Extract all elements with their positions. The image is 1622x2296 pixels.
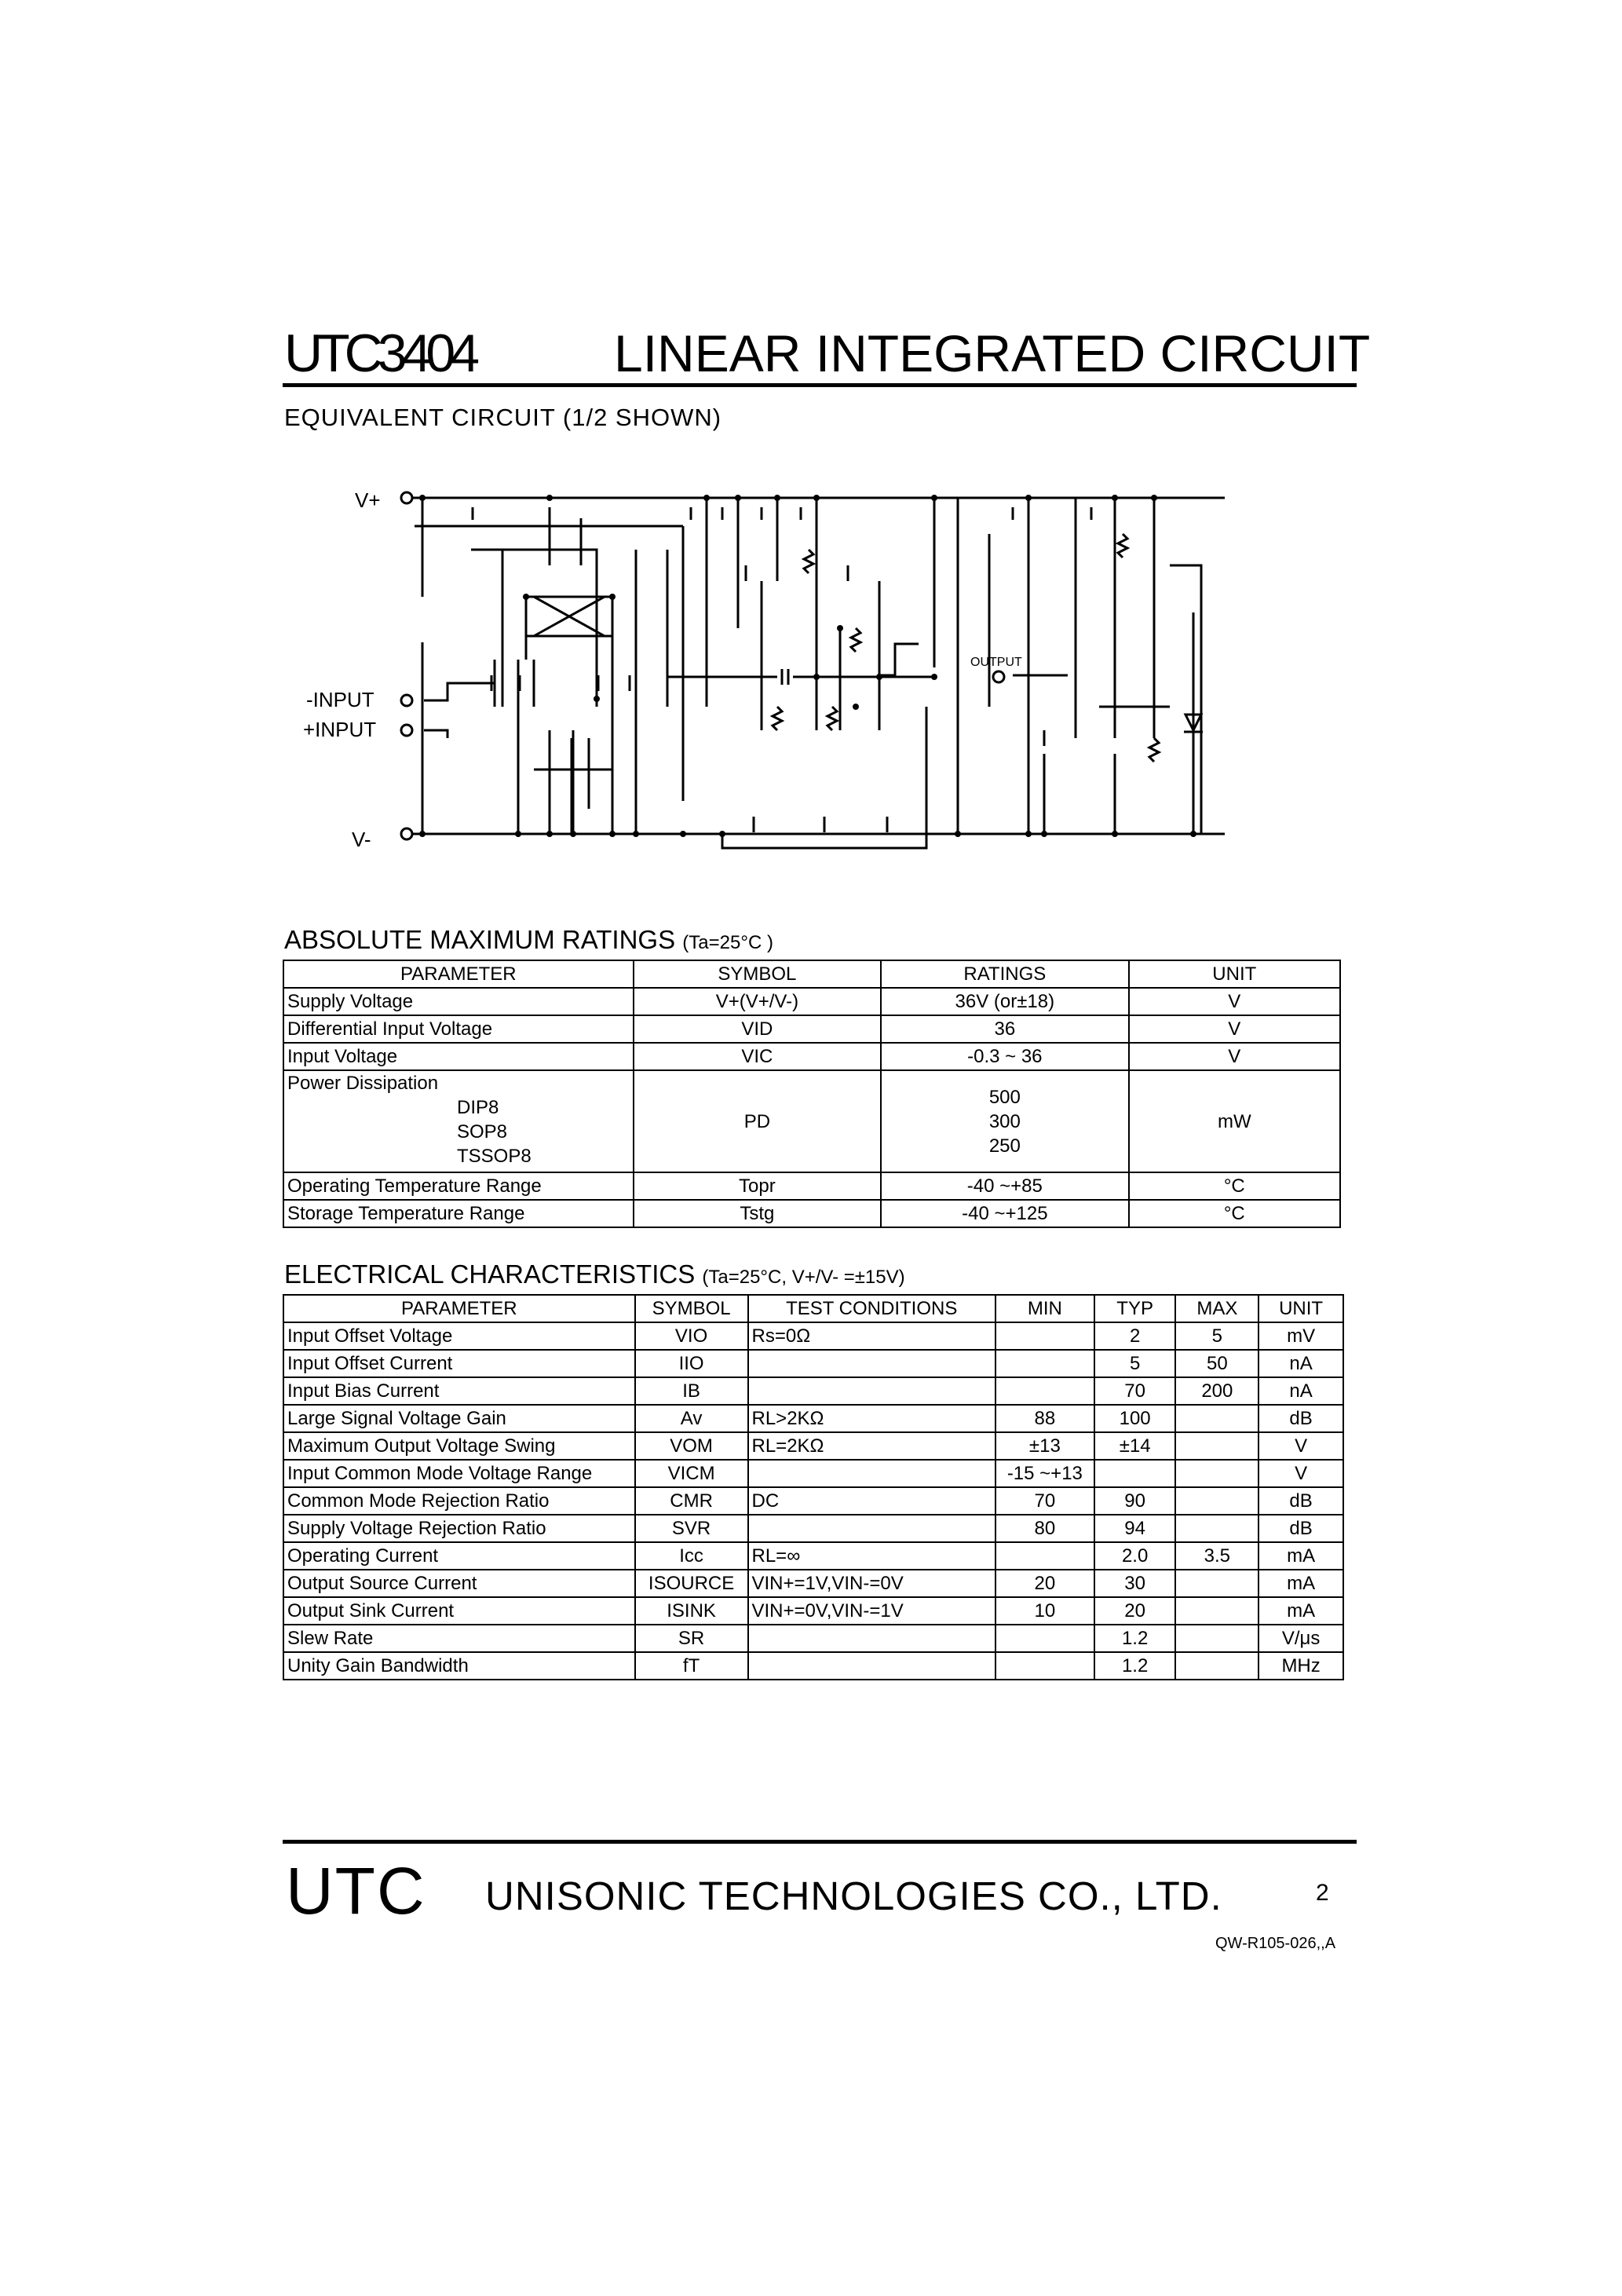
param-cell: Maximum Output Voltage Swing — [283, 1432, 635, 1460]
unit-cell: nA — [1259, 1377, 1343, 1405]
unit-cell: V — [1259, 1432, 1343, 1460]
table-row — [283, 988, 1340, 1015]
max-cell: 5 — [1175, 1322, 1259, 1350]
symbol-cell: fT — [635, 1652, 748, 1680]
symbol-cell: VICM — [635, 1460, 748, 1487]
typ-cell: 94 — [1094, 1515, 1176, 1542]
condition-cell — [748, 1460, 995, 1487]
unit-cell: V — [1129, 1043, 1340, 1070]
param-cell: Common Mode Rejection Ratio — [283, 1487, 635, 1515]
max-cell — [1175, 1432, 1259, 1460]
header-cell: RATINGS — [881, 960, 1128, 988]
param-cell: Input Offset Voltage — [283, 1322, 635, 1350]
max-cell: 3.5 — [1175, 1542, 1259, 1570]
table-header-row — [283, 960, 1340, 988]
condition-cell — [748, 1652, 995, 1680]
max-cell — [1175, 1515, 1259, 1542]
symbol-cell: IIO — [635, 1350, 748, 1377]
table-row — [283, 1515, 1343, 1542]
min-cell: 80 — [995, 1515, 1094, 1542]
max-cell — [1175, 1625, 1259, 1652]
footer-rule — [283, 1840, 1357, 1844]
symbol-cell: PD — [634, 1070, 881, 1172]
unit-cell: °C — [1129, 1200, 1340, 1227]
abs-max-title: ABSOLUTE MAXIMUM RATINGS — [284, 925, 676, 954]
table-row — [283, 1542, 1343, 1570]
param-cell: Supply Voltage Rejection Ratio — [283, 1515, 635, 1542]
unit-cell: nA — [1259, 1350, 1343, 1377]
max-cell — [1175, 1487, 1259, 1515]
unit-cell: mA — [1259, 1570, 1343, 1597]
symbol-cell: VIC — [634, 1043, 881, 1070]
typ-cell: 5 — [1094, 1350, 1176, 1377]
rating-cell: -0.3 ~ 36 — [881, 1043, 1128, 1070]
table-row — [283, 1322, 1343, 1350]
typ-cell: 2.0 — [1094, 1542, 1176, 1570]
symbol-cell: CMR — [635, 1487, 748, 1515]
min-cell: -15 ~+13 — [995, 1460, 1094, 1487]
typ-cell: 30 — [1094, 1570, 1176, 1597]
symbol-cell: Topr — [634, 1172, 881, 1200]
table-row — [283, 1652, 1343, 1680]
package-tssop8: TSSOP8 — [457, 1146, 532, 1167]
min-cell: 10 — [995, 1597, 1094, 1625]
table-row — [283, 1597, 1343, 1625]
param-cell: Output Source Current — [283, 1570, 635, 1597]
symbol-cell: ISOURCE — [635, 1570, 748, 1597]
unit-cell: °C — [1129, 1172, 1340, 1200]
power-dissipation-label: Power Dissipation — [287, 1073, 439, 1094]
document-title: LINEAR INTEGRATED CIRCUIT — [614, 324, 1371, 382]
param-cell — [283, 1070, 634, 1172]
min-cell — [995, 1350, 1094, 1377]
symbol-cell: SVR — [635, 1515, 748, 1542]
table-row — [283, 1570, 1343, 1597]
unit-cell: mW — [1129, 1070, 1340, 1172]
table-row — [283, 1172, 1340, 1200]
param-cell: Operating Current — [283, 1542, 635, 1570]
vminus-label: V- — [352, 828, 371, 851]
footer-company: UNISONIC TECHNOLOGIES CO., LTD. — [485, 1874, 1222, 1918]
header-cell: PARAMETER — [283, 1295, 635, 1322]
min-cell: ±13 — [995, 1432, 1094, 1460]
header-cell: UNIT — [1259, 1295, 1343, 1322]
unit-cell: V — [1259, 1460, 1343, 1487]
table-row — [283, 1460, 1343, 1487]
electrical-heading — [284, 1260, 905, 1289]
unit-cell: MHz — [1259, 1652, 1343, 1680]
rating-cell: -40 ~+125 — [881, 1200, 1128, 1227]
unit-cell: dB — [1259, 1405, 1343, 1432]
rating-cell: 36V (or±18) — [881, 988, 1128, 1015]
equivalent-circuit-diagram — [303, 471, 1264, 864]
unit-cell: V/μs — [1259, 1625, 1343, 1652]
param-cell: Input Offset Current — [283, 1350, 635, 1377]
max-cell — [1175, 1405, 1259, 1432]
condition-cell: Rs=0Ω — [748, 1322, 995, 1350]
param-cell: Slew Rate — [283, 1625, 635, 1652]
condition-cell: DC — [748, 1487, 995, 1515]
param-cell: Input Bias Current — [283, 1377, 635, 1405]
symbol-cell: V+(V+/V-) — [634, 988, 881, 1015]
unit-cell: mA — [1259, 1597, 1343, 1625]
electrical-title: ELECTRICAL CHARACTERISTICS — [284, 1260, 696, 1289]
typ-cell: 100 — [1094, 1405, 1176, 1432]
symbol-cell: SR — [635, 1625, 748, 1652]
typ-cell: 90 — [1094, 1487, 1176, 1515]
unit-cell: mV — [1259, 1322, 1343, 1350]
minus-input-label: -INPUT — [306, 688, 374, 711]
param-cell: Differential Input Voltage — [283, 1015, 634, 1043]
abs-max-table — [283, 960, 1341, 1228]
table-row — [283, 1350, 1343, 1377]
condition-cell: VIN+=1V,VIN-=0V — [748, 1570, 995, 1597]
package-dip8: DIP8 — [457, 1097, 499, 1118]
unit-cell: dB — [1259, 1487, 1343, 1515]
footer-logo: UTC — [286, 1854, 426, 1928]
max-cell — [1175, 1597, 1259, 1625]
min-cell — [995, 1377, 1094, 1405]
rating-value: 300 — [988, 1110, 1021, 1132]
max-cell — [1175, 1460, 1259, 1487]
min-cell: 88 — [995, 1405, 1094, 1432]
min-cell — [995, 1542, 1094, 1570]
min-cell — [995, 1322, 1094, 1350]
page-number: 2 — [1316, 1880, 1329, 1906]
electrical-table — [283, 1294, 1344, 1680]
header-rule — [283, 383, 1357, 387]
max-cell — [1175, 1652, 1259, 1680]
rating-cell — [881, 1070, 1128, 1172]
condition-cell — [748, 1625, 995, 1652]
header-cell: MIN — [995, 1295, 1094, 1322]
unit-cell: V — [1129, 1015, 1340, 1043]
unit-cell: mA — [1259, 1542, 1343, 1570]
abs-max-heading — [284, 925, 773, 955]
typ-cell: 1.2 — [1094, 1625, 1176, 1652]
typ-cell: 1.2 — [1094, 1652, 1176, 1680]
condition-cell: RL=2KΩ — [748, 1432, 995, 1460]
typ-cell: 20 — [1094, 1597, 1176, 1625]
max-cell — [1175, 1570, 1259, 1597]
param-cell: Supply Voltage — [283, 988, 634, 1015]
output-label: OUTPUT — [970, 656, 1022, 669]
rating-cell: -40 ~+85 — [881, 1172, 1128, 1200]
condition-cell: VIN+=0V,VIN-=1V — [748, 1597, 995, 1625]
min-cell — [995, 1625, 1094, 1652]
condition-cell: RL>2KΩ — [748, 1405, 995, 1432]
table-row — [283, 1015, 1340, 1043]
table-row — [283, 1405, 1343, 1432]
vplus-label: V+ — [355, 488, 381, 512]
min-cell — [995, 1652, 1094, 1680]
condition-cell — [748, 1515, 995, 1542]
max-cell: 200 — [1175, 1377, 1259, 1405]
max-cell: 50 — [1175, 1350, 1259, 1377]
header-cell: TYP — [1094, 1295, 1176, 1322]
table-row — [283, 1487, 1343, 1515]
symbol-cell: VID — [634, 1015, 881, 1043]
condition-cell — [748, 1350, 995, 1377]
min-cell: 70 — [995, 1487, 1094, 1515]
header-cell: SYMBOL — [635, 1295, 748, 1322]
param-cell: Output Sink Current — [283, 1597, 635, 1625]
package-sop8: SOP8 — [457, 1121, 508, 1143]
electrical-condition: (Ta=25°C, V+/V- =±15V) — [702, 1267, 905, 1288]
param-cell: Unity Gain Bandwidth — [283, 1652, 635, 1680]
table-row-power — [283, 1070, 1340, 1172]
param-cell: Input Voltage — [283, 1043, 634, 1070]
plus-input-label: +INPUT — [303, 718, 377, 741]
condition-cell — [748, 1377, 995, 1405]
param-cell: Large Signal Voltage Gain — [283, 1405, 635, 1432]
table-row — [283, 1377, 1343, 1405]
rating-value: 500 — [988, 1086, 1021, 1108]
equivalent-circuit-heading: EQUIVALENT CIRCUIT (1/2 SHOWN) — [284, 404, 722, 431]
symbol-cell: Icc — [635, 1542, 748, 1570]
typ-cell: ±14 — [1094, 1432, 1176, 1460]
header-cell: PARAMETER — [283, 960, 634, 988]
unit-cell: V — [1129, 988, 1340, 1015]
abs-max-condition: (Ta=25°C ) — [682, 932, 773, 953]
header-cell: UNIT — [1129, 960, 1340, 988]
table-row — [283, 1200, 1340, 1227]
param-cell: Input Common Mode Voltage Range — [283, 1460, 635, 1487]
part-number: UTC3404 — [284, 324, 475, 383]
table-row — [283, 1043, 1340, 1070]
typ-cell: 2 — [1094, 1322, 1176, 1350]
min-cell: 20 — [995, 1570, 1094, 1597]
header-cell: SYMBOL — [634, 960, 881, 988]
symbol-cell: Tstg — [634, 1200, 881, 1227]
symbol-cell: VIO — [635, 1322, 748, 1350]
param-cell: Operating Temperature Range — [283, 1172, 634, 1200]
unit-cell: dB — [1259, 1515, 1343, 1542]
header-cell: TEST CONDITIONS — [748, 1295, 995, 1322]
param-cell: Storage Temperature Range — [283, 1200, 634, 1227]
typ-cell — [1094, 1460, 1176, 1487]
symbol-cell: Av — [635, 1405, 748, 1432]
table-row — [283, 1432, 1343, 1460]
rating-value: 250 — [988, 1135, 1021, 1157]
condition-cell: RL=∞ — [748, 1542, 995, 1570]
header-cell: MAX — [1175, 1295, 1259, 1322]
rating-cell: 36 — [881, 1015, 1128, 1043]
symbol-cell: VOM — [635, 1432, 748, 1460]
doc-number: QW-R105-026,,A — [1215, 1935, 1336, 1952]
table-header-row — [283, 1295, 1343, 1322]
symbol-cell: IB — [635, 1377, 748, 1405]
table-row — [283, 1625, 1343, 1652]
symbol-cell: ISINK — [635, 1597, 748, 1625]
typ-cell: 70 — [1094, 1377, 1176, 1405]
